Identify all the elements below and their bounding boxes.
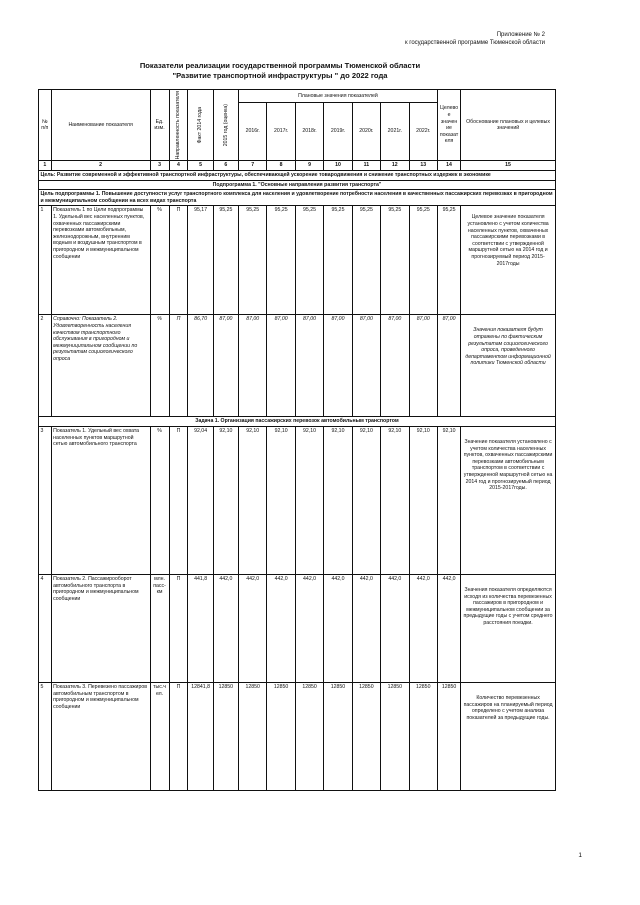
row-rationale: Значение показателя установлено с учетом количества населенных пунктов, охваченных пассажирскими перевозками автомобильным транспортом в соответствии с утвержденной маршрутной сетью на 2014 год и прогнозируемый период 2015-2017годы.: [461, 426, 556, 574]
task-text: Задача 1. Организация пассажирских перевозок автомобильным транспортом: [39, 417, 556, 427]
row-direction: П: [169, 206, 188, 315]
col-number: 12: [381, 161, 409, 171]
row-plan-2022: 442,0: [409, 574, 437, 682]
row-plan-2020: 12850: [352, 682, 380, 790]
row-rationale: Значения показателя будут отражены по фактическим результатам социологического опроса, проведенного департаментом информационной политики Тюменской области: [461, 315, 556, 417]
goal-text: Цель: Развитие современной и эффективной транспортной инфраструктуры, обеспечивающей ускорение товародвижения и снижение транспортных издержек в экономике: [39, 171, 556, 181]
row-plan-2021: 92,10: [381, 426, 409, 574]
row-est-2015: 442,0: [213, 574, 238, 682]
header-target: Целевое значение показателя: [437, 90, 460, 161]
header-direction: [169, 90, 188, 161]
subprogram-text: Подпрограмма 1. "Основные направления развития транспорта": [39, 180, 556, 190]
header-fact-2014-text: Факт 2014 года: [197, 107, 204, 144]
table-row: [39, 426, 556, 574]
col-number: 7: [238, 161, 266, 171]
row-target: 87,00: [437, 315, 460, 417]
row-plan-2016: 12850: [238, 682, 266, 790]
row-plan-2021: 87,00: [381, 315, 409, 417]
row-plan-2020: 95,25: [352, 206, 380, 315]
subgoal-row: [39, 190, 556, 206]
page-number: 1: [578, 852, 582, 859]
row-plan-2016: 92,10: [238, 426, 266, 574]
row-plan-2020: 87,00: [352, 315, 380, 417]
row-plan-2022: 87,00: [409, 315, 437, 417]
row-plan-2017: 442,0: [267, 574, 295, 682]
header-name: Наименование показателя: [51, 90, 150, 161]
row-fact-2014: 12841,8: [188, 682, 213, 790]
row-plan-2016: 442,0: [238, 574, 266, 682]
subprogram-row: [39, 180, 556, 190]
row-est-2015: 12850: [213, 682, 238, 790]
table-row: [39, 206, 556, 315]
row-plan-2017: 92,10: [267, 426, 295, 574]
row-target: 95,25: [437, 206, 460, 315]
row-name: Справочно: Показатель 2. Удовлетворенность населения качеством транспортного обслуживания в пригородном и межмуниципальном сообщении по результатам социологического опроса: [51, 315, 150, 417]
row-unit: %: [150, 426, 169, 574]
row-plan-2017: 12850: [267, 682, 295, 790]
row-direction: П: [169, 315, 188, 417]
row-num: 2: [39, 315, 52, 417]
row-plan-2017: 87,00: [267, 315, 295, 417]
appendix-line-2: к государственной программе Тюменской области: [405, 40, 545, 46]
row-plan-2021: 95,25: [381, 206, 409, 315]
col-number: 9: [295, 161, 323, 171]
row-direction: П: [169, 682, 188, 790]
row-direction: П: [169, 574, 188, 682]
col-number: 13: [409, 161, 437, 171]
header-year: 2017г.: [267, 102, 295, 161]
row-est-2015: 95,25: [213, 206, 238, 315]
col-number: 10: [324, 161, 352, 171]
title-line-2: "Развитие транспортной инфраструктуры " до 2022 года: [172, 71, 388, 80]
col-number: 15: [461, 161, 556, 171]
header-year: 2020г.: [352, 102, 380, 161]
document-title: [0, 61, 560, 81]
header-rationale: Обоснование плановых и целевых значений: [461, 90, 556, 161]
row-unit: %: [150, 315, 169, 417]
col-number: 3: [150, 161, 169, 171]
row-name: Показатель 1 по Цели подпрограммы 1. Удельный вес населенных пунктов, охваченных пассажирскими перевозками автомобильным, железнодорожным, внутренним водным и воздушным транспортом в пригородном и межмуниципальном сообщении: [51, 206, 150, 315]
row-plan-2019: 442,0: [324, 574, 352, 682]
row-plan-2022: 12850: [409, 682, 437, 790]
appendix-note: [405, 31, 545, 47]
title-line-1: Показатели реализации государственной программы Тюменской области: [139, 61, 421, 70]
header-est-2015-text: 2015 год (оценка): [222, 104, 229, 147]
row-name: Показатель 1. Удельный вес охвата населенных пунктов маршрутной сетью автомобильного транспорта: [51, 426, 150, 574]
row-plan-2022: 95,25: [409, 206, 437, 315]
col-number: 4: [169, 161, 188, 171]
row-name: Показатель 3. Перевезено пассажиров автомобильным транспортом в пригородном и межмуниципальном сообщении: [51, 682, 150, 790]
header-est-2015: [213, 90, 238, 161]
row-plan-2019: 12850: [324, 682, 352, 790]
row-plan-2019: 87,00: [324, 315, 352, 417]
header-year: 2021г.: [381, 102, 409, 161]
row-num: 5: [39, 682, 52, 790]
row-name: Показатель 2. Пассажирооборот автомобильного транспорта в пригородном и межмуниципальном сообщении: [51, 574, 150, 682]
row-direction: П: [169, 426, 188, 574]
col-number: 14: [437, 161, 460, 171]
row-unit: %: [150, 206, 169, 315]
row-plan-2019: 92,10: [324, 426, 352, 574]
col-number: 6: [213, 161, 238, 171]
row-plan-2019: 95,25: [324, 206, 352, 315]
row-plan-2018: 95,25: [295, 206, 323, 315]
row-target: 92,10: [437, 426, 460, 574]
table-row: [39, 315, 556, 417]
row-num: 1: [39, 206, 52, 315]
table-row: [39, 682, 556, 790]
header-year: 2022г.: [409, 102, 437, 161]
row-plan-2018: 12850: [295, 682, 323, 790]
goal-row: [39, 171, 556, 181]
header-num: № п/п: [39, 90, 52, 161]
row-num: 4: [39, 574, 52, 682]
row-unit: млн. пасс-км: [150, 574, 169, 682]
row-plan-2021: 12850: [381, 682, 409, 790]
row-fact-2014: 92,04: [188, 426, 213, 574]
col-number: 2: [51, 161, 150, 171]
col-number: 11: [352, 161, 380, 171]
row-plan-2016: 95,25: [238, 206, 266, 315]
indicators-table: [38, 89, 556, 791]
row-fact-2014: 95,17: [188, 206, 213, 315]
header-direction-text: Направленность показателя: [175, 91, 182, 160]
col-number: 5: [188, 161, 213, 171]
task-row: [39, 417, 556, 427]
row-plan-2016: 87,00: [238, 315, 266, 417]
row-fact-2014: 441,8: [188, 574, 213, 682]
header-year: 2018г.: [295, 102, 323, 161]
row-plan-2018: 92,10: [295, 426, 323, 574]
row-unit: тыс.ч ел.: [150, 682, 169, 790]
row-target: 442,0: [437, 574, 460, 682]
row-plan-2022: 92,10: [409, 426, 437, 574]
row-plan-2021: 442,0: [381, 574, 409, 682]
col-number: 8: [267, 161, 295, 171]
row-plan-2020: 442,0: [352, 574, 380, 682]
row-plan-2018: 442,0: [295, 574, 323, 682]
appendix-line-1: Приложение № 2: [496, 32, 545, 38]
table-row: [39, 574, 556, 682]
header-planned: Плановые значения показателей: [238, 90, 437, 103]
header-year: 2016г.: [238, 102, 266, 161]
row-plan-2017: 95,25: [267, 206, 295, 315]
row-rationale: Целевое значение показателя установлено с учетом количества населенных пунктов, охваченных пассажирскими перевозками в соответствии с утвержденной маршрутной сетью на 2014 год и прогнозируемый период 2015-2017годы: [461, 206, 556, 315]
row-target: 12850: [437, 682, 460, 790]
row-plan-2020: 92,10: [352, 426, 380, 574]
subgoal-text: Цель подпрограммы 1. Повышение доступности услуг транспортного комплекса для населения и удовлетворение потребности населения в качественных пассажирских перевозках в пригородном и межмуниципальном сообщении на всех видах транспорта: [39, 190, 556, 206]
row-num: 3: [39, 426, 52, 574]
col-number: 1: [39, 161, 52, 171]
row-plan-2018: 87,00: [295, 315, 323, 417]
row-rationale: Значения показателя определяются исходя из количества перевезенных пассажиров в пригородном и межмуниципальном сообщении за предыдущие годы с учетом среднего расстояния поездки.: [461, 574, 556, 682]
header-year: 2019г.: [324, 102, 352, 161]
row-rationale: Количество перевезенных пассажиров на планируемый период определено с учетом анализа показателей за предыдущие годы.: [461, 682, 556, 790]
column-numbers-row: [39, 161, 556, 171]
header-unit: Ед. изм.: [150, 90, 169, 161]
row-est-2015: 87,00: [213, 315, 238, 417]
row-est-2015: 92,10: [213, 426, 238, 574]
header-fact-2014: [188, 90, 213, 161]
row-fact-2014: 86,70: [188, 315, 213, 417]
